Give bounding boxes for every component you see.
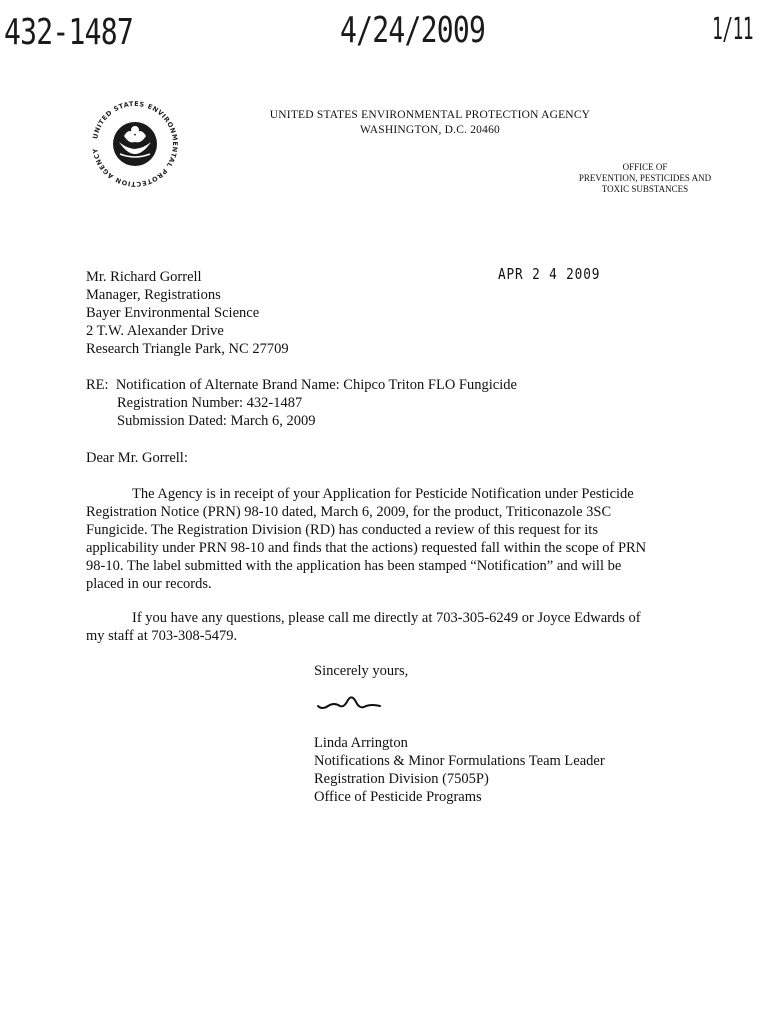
handwritten-date: 4/24/2009 [340,10,486,51]
paragraph-line: my staff at 703-308-5479. [86,628,238,644]
paragraph-line: 98-10. The label submitted with the application has been stamped “Notification” and will be [86,558,622,574]
recipient-line: Manager, Registrations [86,287,221,303]
signer-name: Linda Arrington [314,735,408,751]
recipient-line: Bayer Environmental Science [86,305,260,321]
agency-heading [220,108,640,138]
signature-block [314,734,605,806]
stamp-month: APR [498,265,524,283]
stamp-day: 2 4 [532,265,558,283]
recipient-line: Mr. Richard Gorrell [86,269,202,285]
signature-scribble [314,690,384,716]
handwritten-page-count: 1/11 [712,12,753,47]
signer-division: Registration Division (7505P) [314,771,489,787]
subject-block [86,376,517,430]
svg-text:UNITED STATES ENVIRONMENTAL PR: UNITED STATES ENVIRONMENTAL PROTECTION AGENCY [91,99,180,189]
agency-name: UNITED STATES ENVIRONMENTAL PROTECTION AGENCY [269,109,591,121]
salutation: Dear Mr. Gorrell: [86,450,188,466]
paragraph-line: Registration Notice (PRN) 98-10 dated, March 6, 2009, for the product, Triticonazole 3SC [86,504,612,520]
office-line: PREVENTION, PESTICIDES AND [578,173,712,183]
stamp-year: 2009 [566,265,601,283]
body-paragraph-2 [86,609,674,645]
subject-line-2: Registration Number: 432-1487 [117,395,303,411]
office-block [540,162,750,195]
paragraph-line: placed in our records. [86,576,212,592]
signer-title: Notifications & Minor Formulations Team Leader [314,753,605,769]
signer-office: Office of Pesticide Programs [314,789,482,805]
paragraph-line: applicability under PRN 98-10 and finds that the actions) requested fall within the scope of PRN [86,540,647,556]
handwritten-file-number: 432-1487 [4,12,134,53]
subject-label: RE: [86,377,109,393]
agency-city: WASHINGTON, D.C. 20460 [360,124,500,136]
paragraph-line: The Agency is in receipt of your Application for Pesticide Notification under Pesticide [132,486,634,502]
epa-seal-graphic [86,96,184,192]
recipient-address [86,268,289,358]
subject-line-3: Submission Dated: March 6, 2009 [117,413,316,429]
paragraph-line: Fungicide. The Registration Division (RD) has conducted a review of this request for its [86,522,598,538]
sign-off: Sincerely yours, [314,663,409,679]
epa-seal [86,96,184,192]
body-paragraph-1 [86,485,674,593]
office-line: OFFICE OF [622,162,668,172]
subject-line-1: Notification of Alternate Brand Name: Chipco Triton FLO Fungicide [115,377,517,393]
date-stamp [498,265,600,283]
recipient-line: Research Triangle Park, NC 27709 [86,341,289,357]
office-line: TOXIC SUBSTANCES [601,184,689,194]
recipient-line: 2 T.W. Alexander Drive [86,323,224,339]
paragraph-line: If you have any questions, please call me directly at 703-305-6249 or Joyce Edwards of [132,610,641,626]
